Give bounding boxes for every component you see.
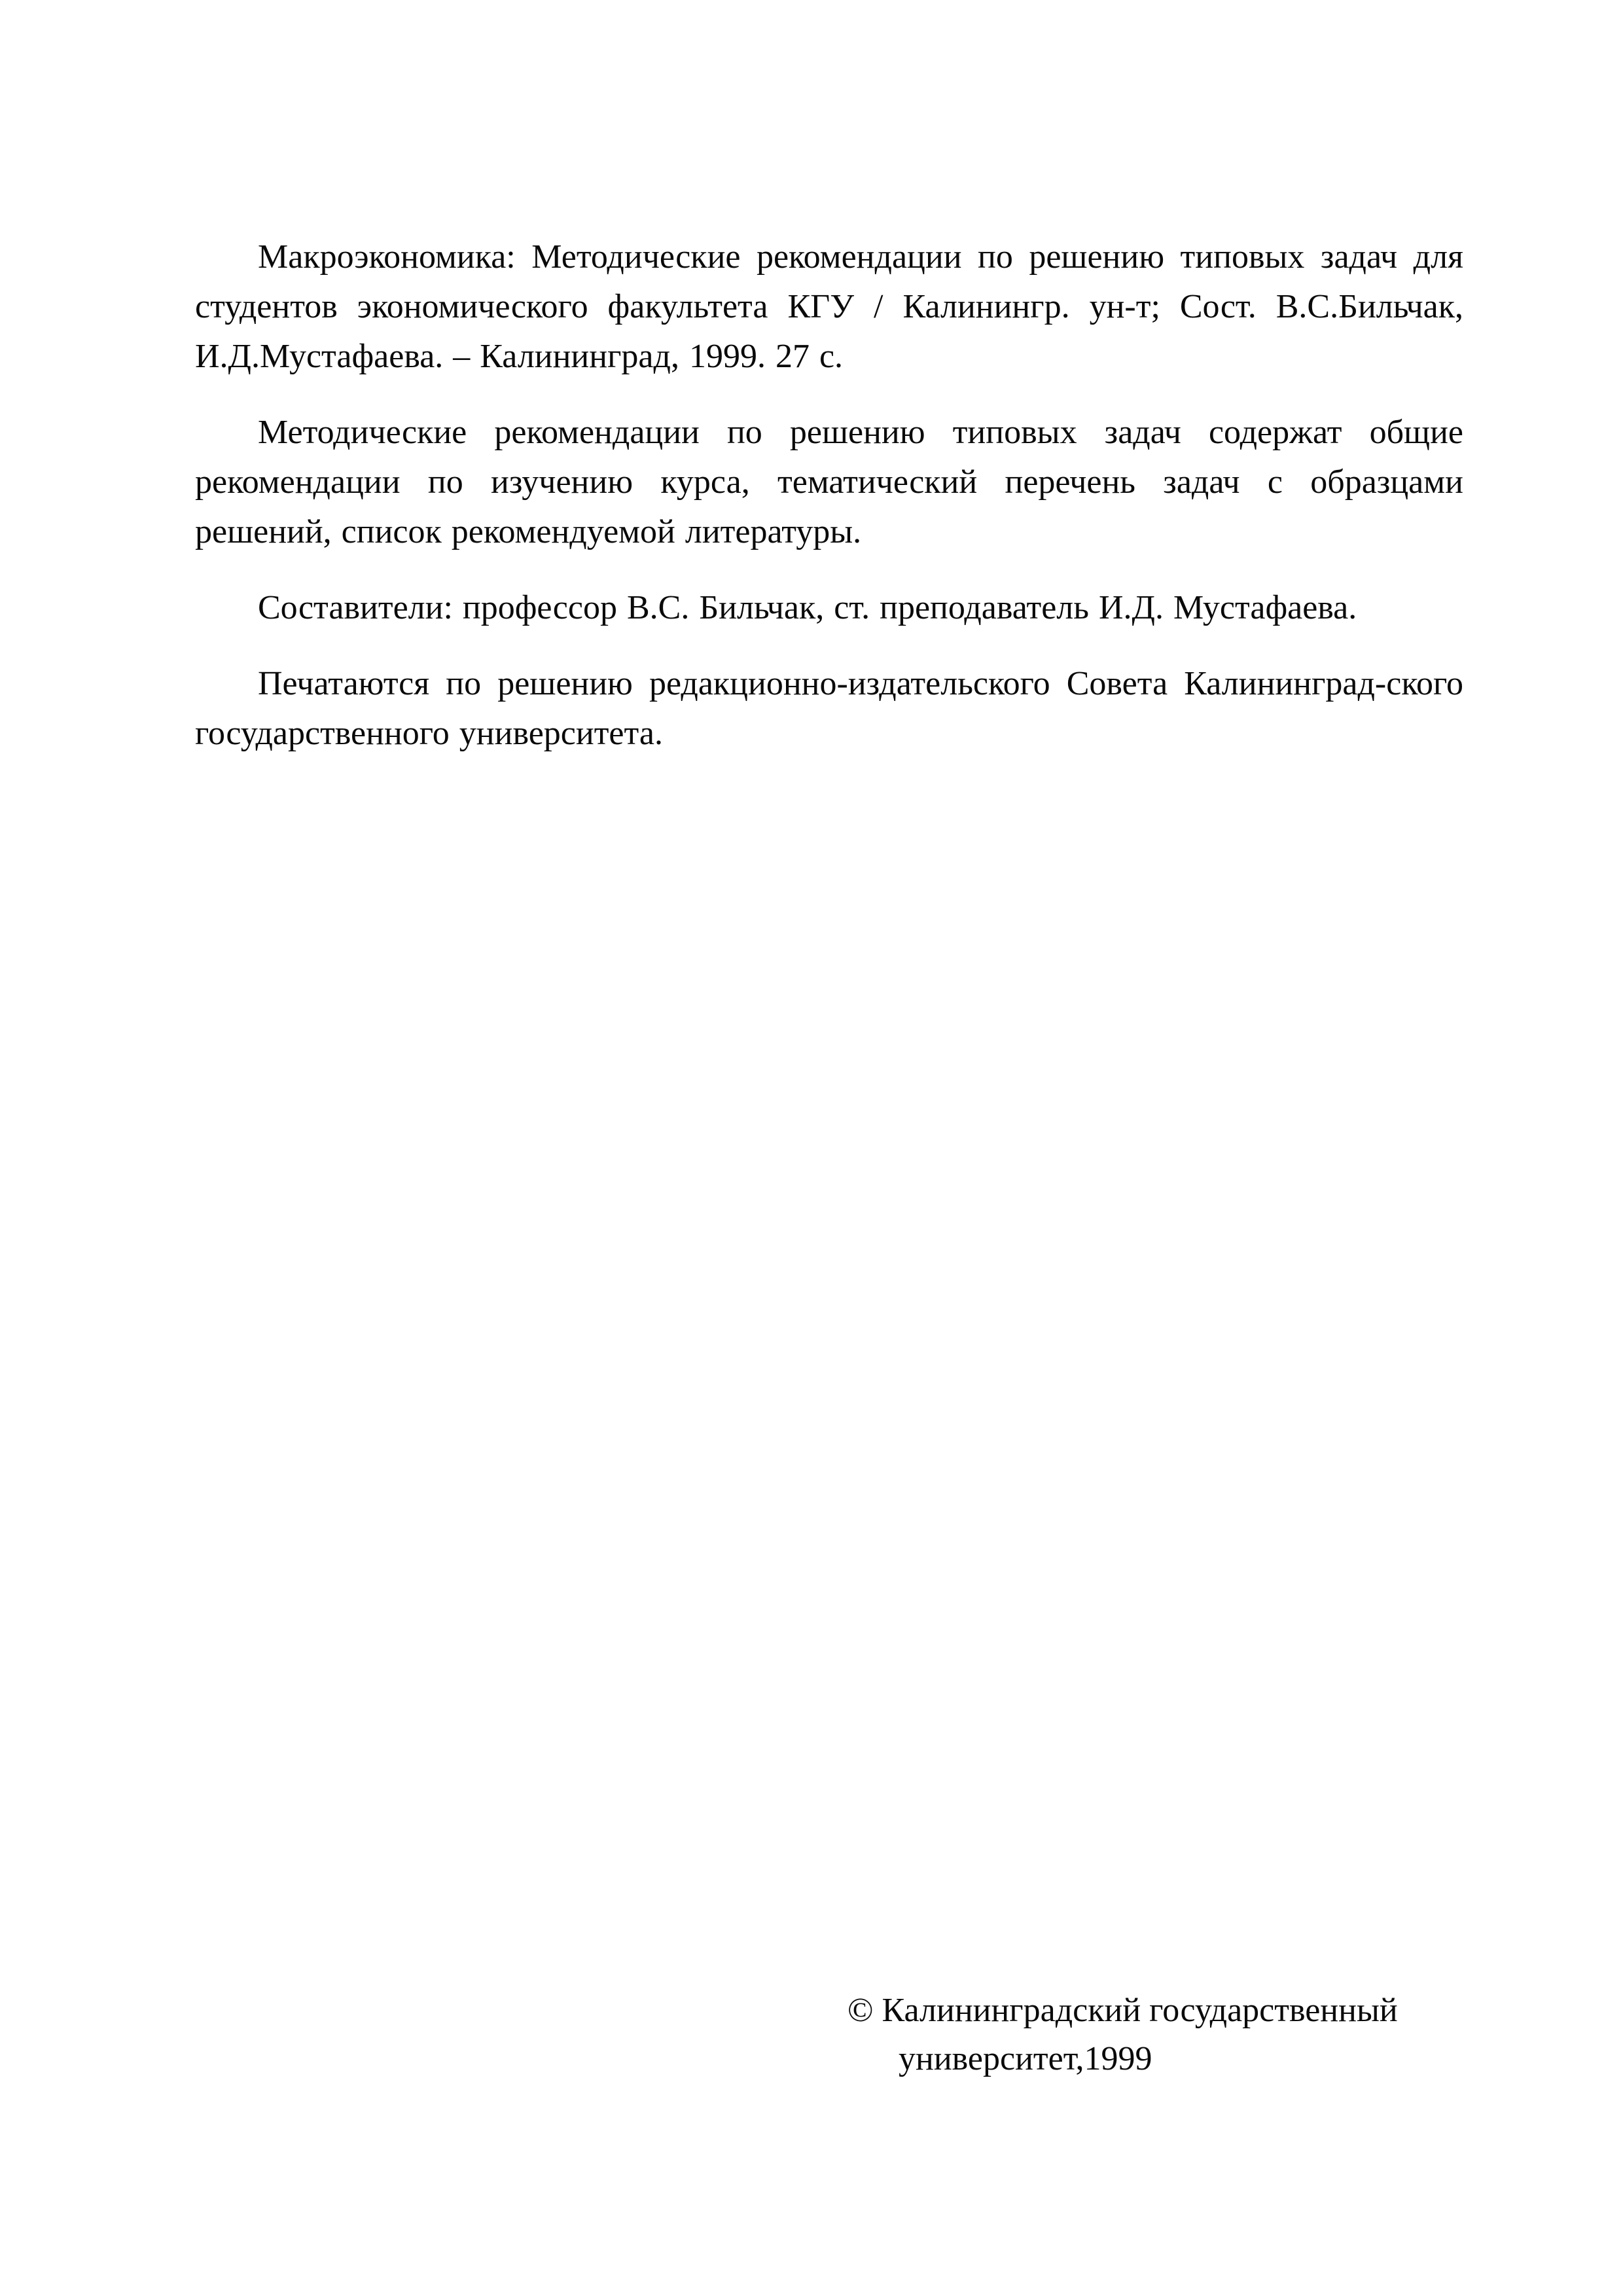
copyright-line-2: университет,1999: [899, 2040, 1152, 2077]
text-block: [195, 232, 1463, 759]
bibliographic-paragraph: Макроэкономика: Методические рекомендации по решению типовых задач для студентов экономического факультета КГУ / Калинингр. ун-т; Сост. В.С.Бильчак, И.Д.Мустафаева. – Калининград, 1999. 27 с.: [195, 238, 1463, 375]
copyright-notice: [847, 1986, 1463, 2083]
copyright-line-1: © Калининградский государственный: [847, 1992, 1398, 2029]
printing-decision-paragraph: Печатаются по решению редакционно-издательского Совета Калининград-ского государственного университета.: [195, 665, 1463, 752]
compilers-line: Составители: профессор В.С. Бильчак, ст. преподаватель И.Д. Мустафаева.: [258, 589, 1357, 626]
annotation-paragraph: Методические рекомендации по решению типовых задач содержат общие рекомендации по изучению курса, тематический перечень задач с образцами решений, список рекомендуемой литературы.: [195, 414, 1463, 550]
